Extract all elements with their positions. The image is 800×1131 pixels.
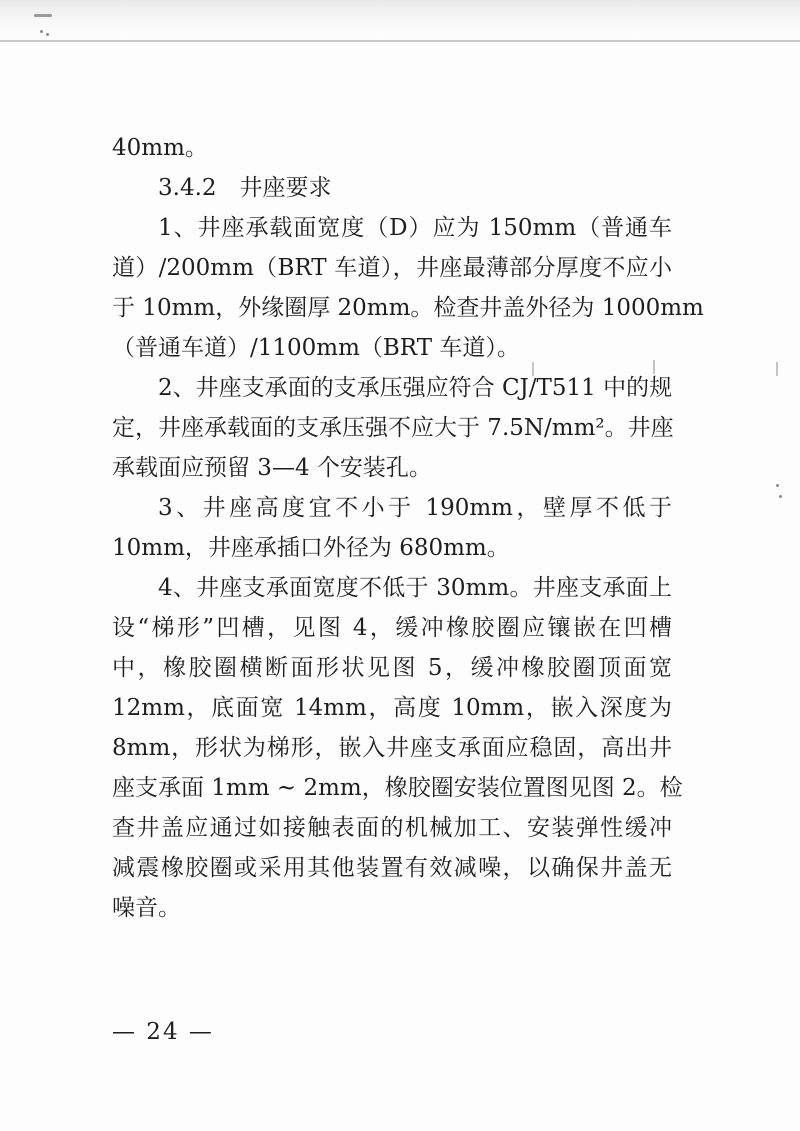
text-line: 减震橡胶圈或采用其他装置有效减噪，以确保井盖无	[112, 855, 672, 881]
text-line: 承载面应预留 3—4 个安装孔。	[112, 455, 432, 481]
page-number: — 24 —	[112, 1019, 214, 1045]
scan-speck	[46, 33, 49, 36]
text-line: 设“梯形”凹槽，见图 4，缓冲橡胶圈应镶嵌在凹槽	[112, 615, 672, 641]
text-line: 噪音。	[112, 895, 181, 921]
text-line: 10mm，井座承插口外径为 680mm。	[112, 535, 510, 561]
text-line: 1、井座承载面宽度（D）应为 150mm（普通车	[158, 215, 672, 241]
text-line: 40mm。	[112, 135, 208, 161]
text-line: 中，橡胶圈横断面形状见图 5，缓冲橡胶圈顶面宽	[112, 655, 672, 681]
scan-speck	[776, 484, 779, 487]
scan-edge-line	[0, 40, 800, 42]
text-line: 4、井座支承面宽度不低于 30mm。井座支承面上	[158, 575, 672, 601]
text-line: 查井盖应通过如接触表面的机械加工、安装弹性缓冲	[112, 815, 672, 841]
text-line: 12mm，底面宽 14mm，高度 10mm，嵌入深度为	[112, 695, 672, 721]
text-line: 3、井座高度宜不小于 190mm，壁厚不低于	[158, 495, 672, 521]
text-line: 于 10mm，外缘圈厚 20mm。检查井盖外径为 1000mm	[112, 295, 704, 321]
body-text	[112, 128, 704, 928]
scan-mark	[34, 14, 52, 17]
scan-top-edge	[0, 0, 800, 42]
text-line: 道）/200mm（BRT 车道），井座最薄部分厚度不应小	[112, 255, 672, 281]
text-line: 2、井座支承面的支承压强应符合 CJ/T511 中的规	[158, 375, 673, 401]
section-heading: 3.4.2 井座要求	[158, 175, 332, 201]
scan-speck	[40, 30, 43, 33]
scan-speck	[779, 495, 782, 498]
scan-tick	[776, 362, 778, 376]
text-line: 定，井座承载面的支承压强不应大于 7.5N/mm²。井座	[112, 415, 674, 441]
text-line: （普通车道）/1100mm（BRT 车道）。	[112, 335, 520, 361]
text-line: 座支承面 1mm ~ 2mm，橡胶圈安装位置图见图 2。检	[112, 775, 683, 801]
text-line: 8mm，形状为梯形，嵌入井座支承面应稳固，高出井	[112, 735, 672, 761]
